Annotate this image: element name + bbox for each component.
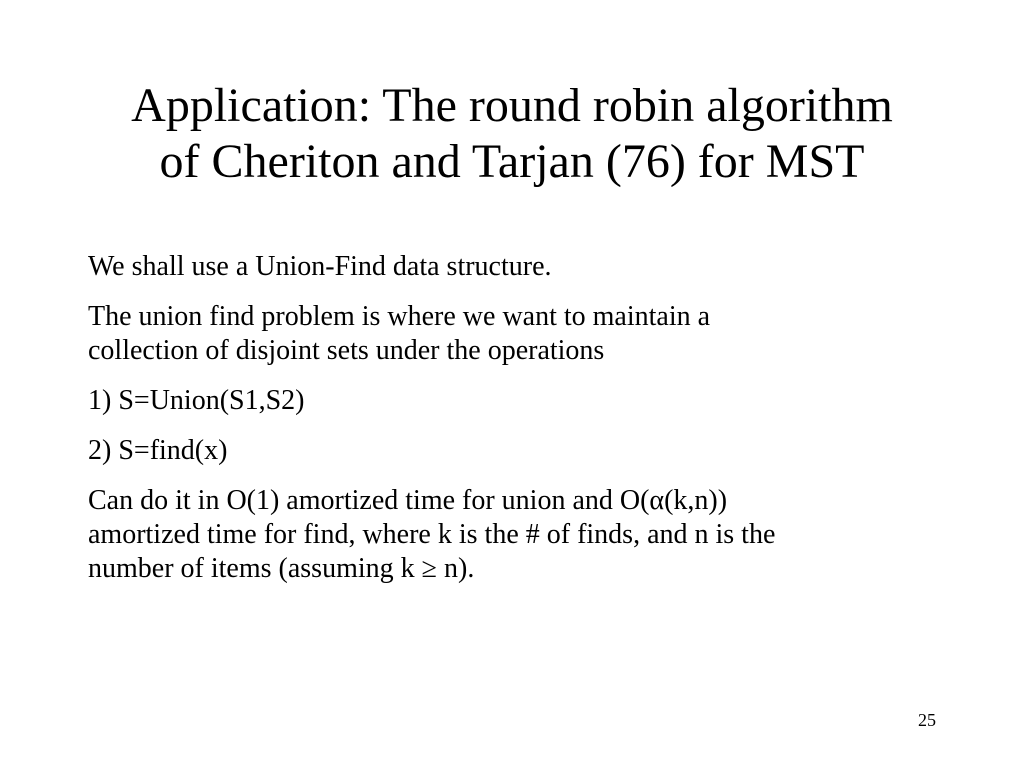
slide-title-line: Application: The round robin algorithm (131, 79, 893, 132)
paragraph-intro (88, 250, 948, 284)
paragraph-problem-definition (88, 300, 948, 368)
paragraph-line: amortized time for find, where k is the # of finds, and n is the (88, 519, 776, 550)
paragraph-line: 1) S=Union(S1,S2) (88, 385, 305, 416)
operation-find (88, 434, 948, 468)
paragraph-line: We shall use a Union-Find data structure. (88, 251, 552, 282)
paragraph-line: 2) S=find(x) (88, 435, 228, 466)
operation-union (88, 384, 948, 418)
slide-title-line: of Cheriton and Tarjan (76) for MST (159, 135, 865, 188)
slide-body (88, 250, 948, 602)
slide-title (0, 78, 1024, 190)
paragraph-line: number of items (assuming k ≥ n). (88, 553, 475, 584)
slide-number: 25 (918, 710, 936, 730)
paragraph-line: Can do it in O(1) amortized time for union and O(α(k,n)) (88, 485, 728, 516)
paragraph-complexity (88, 484, 948, 586)
paragraph-line: The union find problem is where we want to maintain a (88, 301, 711, 332)
paragraph-line: collection of disjoint sets under the operations (88, 335, 605, 366)
